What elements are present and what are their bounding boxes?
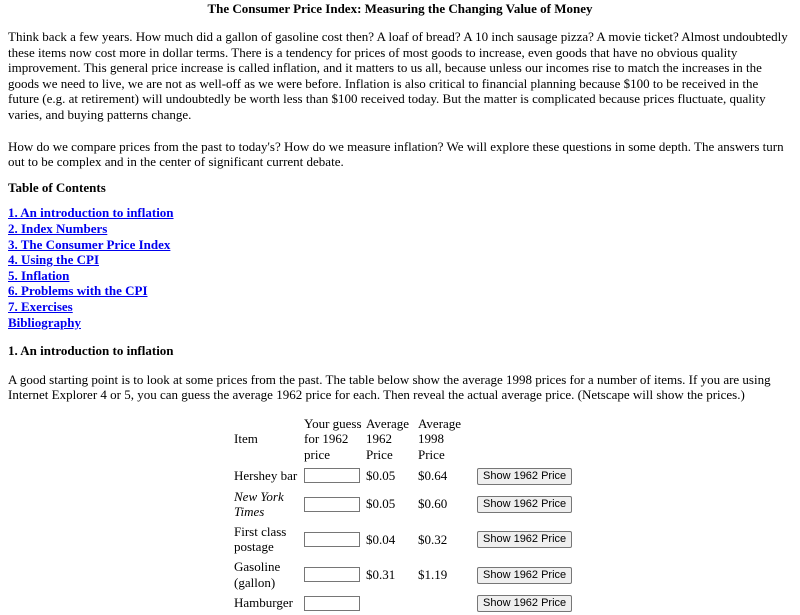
header-action	[476, 415, 573, 464]
show-1962-price-button[interactable]: Show 1962 Price	[477, 531, 572, 548]
item-name: First class postage	[234, 523, 287, 555]
show-1962-price-button[interactable]: Show 1962 Price	[477, 468, 572, 485]
price-1998: $1.19	[418, 566, 448, 582]
toc-link-using-cpi[interactable]: 4. Using the CPI	[8, 252, 100, 268]
guess-input[interactable]	[304, 497, 360, 512]
guess-input[interactable]	[304, 532, 360, 547]
guess-cell	[303, 466, 363, 486]
price-1962: $0.31	[366, 566, 396, 582]
table-row	[233, 466, 573, 486]
price-1998: $0.60	[418, 496, 448, 512]
toc-link-bibliography[interactable]: Bibliography	[8, 314, 81, 330]
toc-link-exercises[interactable]: 7. Exercises	[8, 298, 73, 314]
toc-link-inflation[interactable]: 5. Inflation	[8, 267, 70, 283]
guess-cell	[303, 593, 363, 613]
table-of-contents	[8, 205, 792, 330]
show-1962-price-button[interactable]: Show 1962 Price	[477, 567, 572, 584]
table-row	[233, 558, 573, 591]
price-1962: $0.05	[366, 496, 396, 512]
table-row	[233, 488, 573, 521]
intro-paragraph: Think back a few years. How much did a gallon of gasoline cost then? A loaf of bread? A 10 inch sausage pizza? A movie ticket? Almost undoubtedly these items now cost more in dollar terms. There is a tendency for prices of most goods to increase, even goods that have no obvious quality improvement. This general price increase is called inflation, and it matters to us all, because unless our incomes rise to match the increases in the goods we need to live, we are not as well-off as we were before. Inflation is also critical to financial planning because $100 to be received in the future (e.g. at retirement) will undoubtedly be worth less than $100 received today. But the matter is complicated because prices fluctuate, quality varies, and buying patterns change.	[8, 29, 788, 122]
price-1998	[417, 593, 474, 613]
action-cell	[476, 593, 573, 613]
price-table	[231, 413, 575, 615]
show-1962-price-button[interactable]: Show 1962 Price	[477, 595, 572, 612]
header-1962: Average 1962 Price	[366, 415, 410, 463]
question-paragraph: How do we compare prices from the past to today's? How do we measure inflation? We will explore these questions in some depth. The answers turn out to be complex and in the center of significant current debate.	[8, 138, 784, 170]
item-name: Hershey bar	[234, 467, 298, 483]
item-name: Hamburger	[234, 595, 293, 611]
section-paragraph: A good starting point is to look at some prices from the past. The table below show the average 1998 prices for a number of items. If you are using Internet Explorer 4 or 5, you can guess the average 1962 price for each. Then reveal the actual average price. (Netscape will show the prices.)	[8, 371, 771, 403]
action-cell	[476, 523, 573, 556]
header-item: Item	[234, 431, 258, 447]
toc-link-index-numbers[interactable]: 2. Index Numbers	[8, 220, 108, 236]
guess-cell	[303, 558, 363, 591]
toc-link-cpi[interactable]: 3. The Consumer Price Index	[8, 236, 171, 252]
table-row	[233, 523, 573, 556]
guess-cell	[303, 488, 363, 521]
guess-input[interactable]	[304, 468, 360, 483]
table-header-row	[233, 415, 573, 464]
item-name: New York Times	[234, 488, 284, 520]
action-cell	[476, 466, 573, 486]
toc-heading: Table of Contents	[8, 179, 106, 195]
action-cell	[476, 488, 573, 521]
page-title: The Consumer Price Index: Measuring the Changing Value of Money	[207, 1, 593, 16]
item-name: Gasoline (gallon)	[234, 559, 281, 590]
price-1998: $0.32	[418, 531, 448, 547]
price-1962: $0.05	[366, 467, 396, 483]
price-1998: $0.64	[418, 467, 448, 483]
guess-cell	[303, 523, 363, 556]
header-1998: Average 1998 Price	[418, 415, 462, 463]
toc-link-problems-cpi[interactable]: 6. Problems with the CPI	[8, 283, 148, 299]
action-cell	[476, 558, 573, 591]
table-row	[233, 593, 573, 613]
price-1962: $0.04	[366, 531, 396, 547]
header-guess: Your guess for 1962 price	[304, 415, 362, 463]
toc-link-introduction[interactable]: 1. An introduction to inflation	[8, 205, 174, 221]
section-heading: 1. An introduction to inflation	[8, 343, 174, 359]
show-1962-price-button[interactable]: Show 1962 Price	[477, 496, 572, 513]
guess-input[interactable]	[304, 567, 360, 582]
price-1962	[365, 593, 415, 613]
